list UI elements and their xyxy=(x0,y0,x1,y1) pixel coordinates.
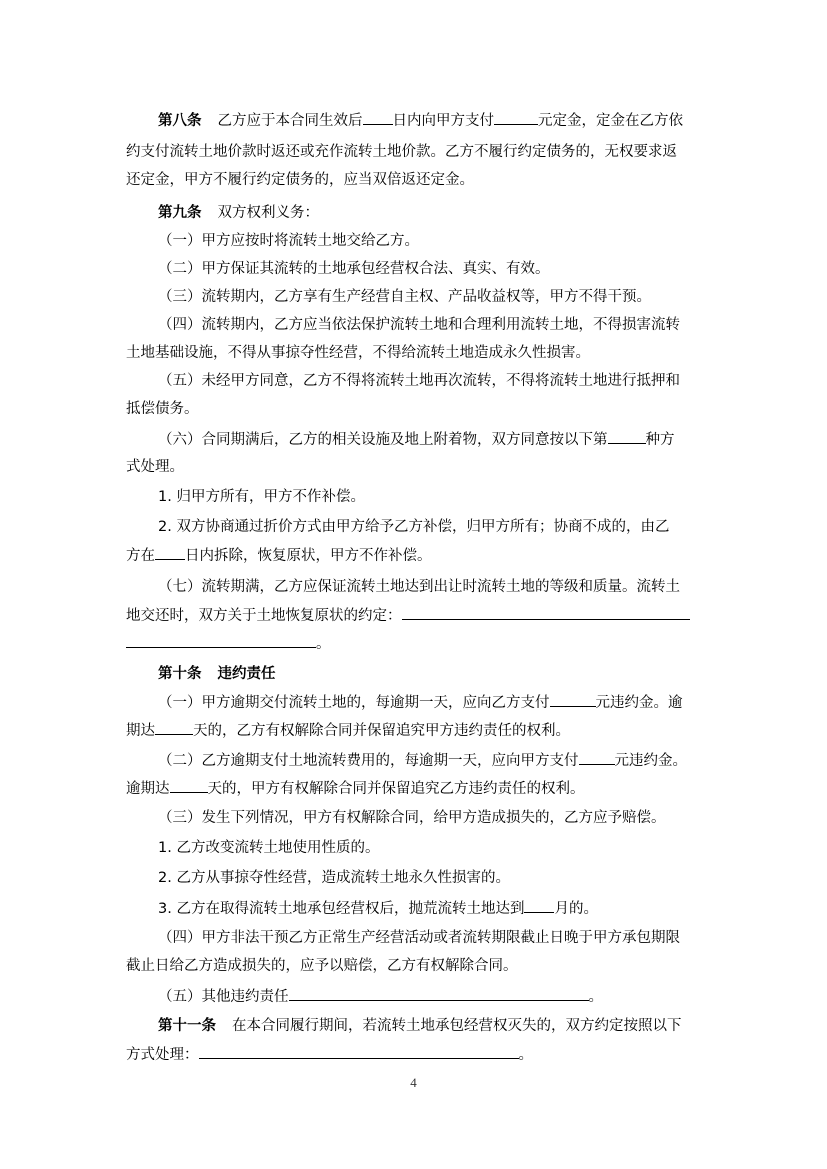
article-10-item-4-line-1: （四）甲方非法干预乙方正常生产经营活动或者流转期限截止日晚于甲方承包期限 xyxy=(158,930,680,946)
article-10-item-5: （五）其他违约责任 。 xyxy=(158,986,738,1006)
article-10-item-1-line-1: （一）甲方逾期交付流转土地的，每逾期一天，应向乙方支付 元违约金。逾 xyxy=(158,692,738,712)
article-10-heading: 第十条 违约责任 xyxy=(158,666,276,682)
page-number: 4 xyxy=(410,1075,417,1090)
article-9-number: 第九条 xyxy=(158,205,202,221)
blank-handling-method-field[interactable] xyxy=(199,1044,519,1059)
blank-penalty-amount-2-field[interactable] xyxy=(579,750,615,765)
article-10-case-3: 3. 乙方在取得流转土地承包经营权后，抛荒流转土地达到 月的。 xyxy=(158,898,738,918)
article-10-case-1: 1. 乙方改变流转土地使用性质的。 xyxy=(158,840,380,856)
blank-restoration-agreement-field[interactable] xyxy=(402,605,690,620)
article-11-number: 第十一条 xyxy=(158,1018,216,1034)
article-9-item-5-line-1: （五）未经甲方同意，乙方不得将流转土地再次流转，不得将流转土地进行抵押和 xyxy=(158,373,680,389)
article-8-line-2: 约支付流转土地价款时返还或充作流转土地价款。乙方不履行约定债务的，无权要求返 xyxy=(126,144,677,160)
article-8-number: 第八条 xyxy=(158,113,202,129)
blank-overdue-days-2-field[interactable] xyxy=(170,778,208,793)
article-9-item-3: （三）流转期内，乙方享有生产经营自主权、产品收益权等，甲方不得干预。 xyxy=(158,289,651,305)
article-9-option-1: 1. 归甲方所有，甲方不作补偿。 xyxy=(158,489,365,505)
blank-days-field[interactable] xyxy=(363,110,393,125)
article-8-line-3: 还定金，甲方不履行约定债务的，应当双倍返还定金。 xyxy=(126,172,474,188)
article-9-item-5-line-2: 抵偿债务。 xyxy=(126,401,199,417)
article-10-number: 第十条 xyxy=(158,666,202,682)
article-10-item-1-line-2: 期达 天的，乙方有权解除合同并保留追究甲方违约责任的权利。 xyxy=(126,720,706,740)
article-9-item-7-line-3: 。 xyxy=(126,633,706,653)
article-9-item-7-line-1: （七）流转期满，乙方应保证流转土地达到出让时流转土地的等级和质量。流转土 xyxy=(158,579,680,595)
article-9-item-4-line-2: 土地基础设施，不得从事掠夺性经营，不得给流转土地造成永久性损害。 xyxy=(126,345,590,361)
article-9-item-6-line-1: （六）合同期满后，乙方的相关设施及地上附着物，双方同意按以下第 种方 xyxy=(158,429,738,449)
article-10-case-2: 2. 乙方从事掠夺性经营，造成流转土地永久性损害的。 xyxy=(158,870,510,886)
blank-restoration-agreement-continued[interactable] xyxy=(126,633,316,648)
article-9-option-2-line-1: 2. 双方协商通过折价方式由甲方给予乙方补偿，归甲方所有；协商不成的，由乙 xyxy=(158,519,670,535)
article-8-line-1: 第八条 乙方应于本合同生效后 日内向甲方支付 元定金，定金在乙方依 xyxy=(158,110,738,130)
article-9-item-7-line-2: 地交还时，双方关于土地恢复原状的约定： xyxy=(126,605,706,625)
article-10-item-2-line-1: （二）乙方逾期支付土地流转费用的，每逾期一天，应向甲方支付 元违约金。 xyxy=(158,750,738,770)
blank-penalty-amount-field[interactable] xyxy=(550,692,596,707)
blank-other-liability-field[interactable] xyxy=(289,986,589,1001)
article-9-item-2: （二）甲方保证其流转的土地承包经营权合法、真实、有效。 xyxy=(158,261,550,277)
blank-removal-days-field[interactable] xyxy=(155,545,185,560)
article-10-item-2-line-2: 逾期达 天的，甲方有权解除合同并保留追究乙方违约责任的权利。 xyxy=(126,778,706,798)
blank-deposit-field[interactable] xyxy=(494,110,538,125)
article-10-item-3: （三）发生下列情况，甲方有权解除合同，给甲方造成损失的，乙方应予赔偿。 xyxy=(158,810,666,826)
blank-overdue-days-field[interactable] xyxy=(155,720,193,735)
blank-months-field[interactable] xyxy=(524,898,554,913)
article-9-item-4-line-1: （四）流转期内，乙方应当依法保护流转土地和合理利用流转土地，不得损害流转 xyxy=(158,317,680,333)
article-11-line-2: 方式处理： 。 xyxy=(126,1044,706,1064)
article-10-item-4-line-2: 截止日给乙方造成损失的，应予以赔偿，乙方有权解除合同。 xyxy=(126,958,518,974)
article-11-line-1: 第十一条 在本合同履行期间，若流转土地承包经营权灭失的，双方约定按照以下 xyxy=(158,1018,682,1034)
article-9-item-1: （一）甲方应按时将流转土地交给乙方。 xyxy=(158,233,419,249)
article-9-heading: 第九条 双方权利义务： xyxy=(158,205,319,221)
article-9-option-2-line-2: 方在 日内拆除，恢复原状，甲方不作补偿。 xyxy=(126,545,706,565)
blank-option-number-field[interactable] xyxy=(608,429,646,444)
article-9-item-6-line-2: 式处理。 xyxy=(126,459,184,475)
